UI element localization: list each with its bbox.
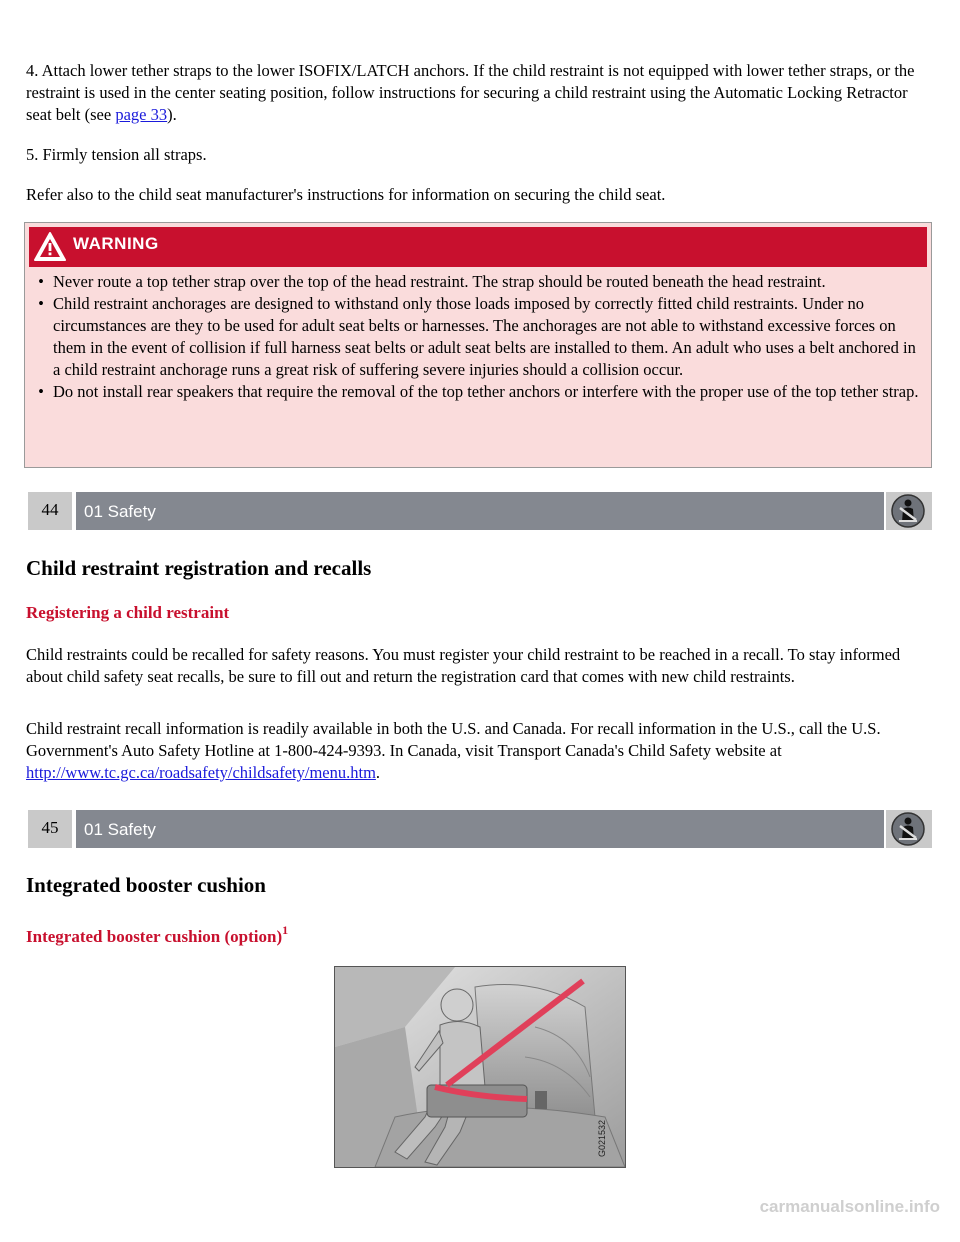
section-bar-44 [26,492,932,530]
step-4-end: ). [167,105,177,124]
warning-triangle-icon [33,231,67,263]
heading-booster: Integrated booster cushion [26,873,266,897]
warning-label: WARNING [73,234,159,253]
seatbelt-icon [890,493,926,529]
section-icon-box [886,810,932,848]
page-number: 44 [28,492,72,530]
section-icon-box [886,492,932,530]
step-4-paragraph [26,60,936,126]
recall-text: Child restraint recall information is readily available in both the U.S. and Canada. For recall information in the U.S., call the U.S. Government's Auto Safety Hotline at 1-800-424-9393. In Canada, visit Transport Canada's Child Safety website at [26,719,881,760]
warning-list [29,271,925,403]
page-number: 45 [28,810,72,848]
transport-canada-link[interactable]: http://www.tc.gc.ca/roadsafety/childsafety/menu.htm [26,763,376,782]
seatbelt-icon [890,811,926,847]
section-bar-45 [26,810,932,848]
figure-code: G021532 [597,1119,607,1157]
registration-paragraph: Child restraints could be recalled for safety reasons. You must register your child restraint to be reached in a recall. To stay informed about child safety seat recalls, be sure to fill out and return the registration card that comes with new child restraints. [26,645,901,686]
section-title: 01 Safety [76,810,884,848]
subheading-text: Integrated booster cushion (option) [26,927,283,946]
booster-cushion-illustration [334,966,626,1168]
recall-paragraph [26,718,936,784]
warning-item [29,381,925,403]
section-title: 01 Safety [76,492,884,530]
warning-item-text: Do not install rear speakers that require the removal of the top tether anchors or interfere with the proper use of the top tether strap. [53,382,919,401]
warning-item [29,293,925,381]
step-4-text: 4. Attach lower tether straps to the lower ISOFIX/LATCH anchors. If the child restraint is not equipped with lower tether straps, or the restraint is used in the center seating position, follow instructions for securing a child restraint using the Automatic Locking Retractor seat belt (see [26,61,915,124]
warning-header [29,227,927,267]
car-seat-illustration-icon [335,967,625,1167]
subheading-booster-option [26,923,289,948]
warning-item [29,271,925,293]
page-33-link[interactable]: page 33 [115,105,168,124]
watermark: carmanualsonline.info [759,1197,940,1216]
subheading-registering: Registering a child restraint [26,603,230,622]
refer-paragraph: Refer also to the child seat manufacturer's instructions for information on securing the child seat. [26,185,666,204]
warning-item-text: Never route a top tether strap over the top of the head restraint. The strap should be routed beneath the head restraint. [53,272,826,291]
warning-box [24,222,932,468]
warning-item-text: Child restraint anchorages are designed to withstand only those loads imposed by correctly fitted child restraints. Under no circumstances are they to be used for adult seat belts or harnesses. The anchorages are not able to withstand excessive forces on them in the event of collision if full harness seat belts or adult seat belts are installed to them. An adult who uses a belt anchored in a child restraint anchorage runs a great risk of suffering severe injuries should a collision occur. [53,294,916,379]
step-5-paragraph: 5. Firmly tension all straps. [26,145,207,164]
recall-end: . [375,763,381,782]
footnote-marker: 1 [282,923,289,937]
heading-registration: Child restraint registration and recalls [26,556,372,580]
